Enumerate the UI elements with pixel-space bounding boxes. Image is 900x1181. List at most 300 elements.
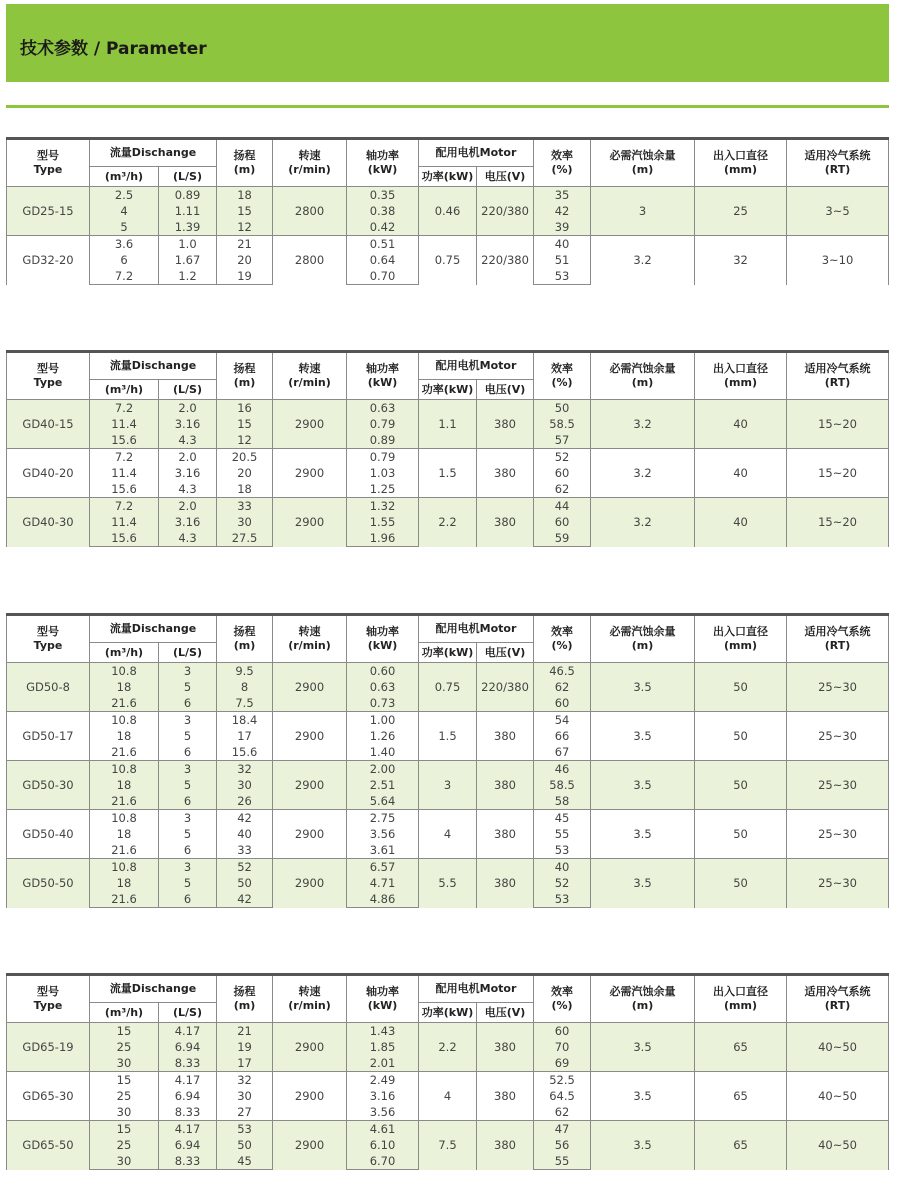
shaft-power-cell: 0.42 (347, 219, 419, 236)
shaft-power-cell: 4.71 (347, 875, 419, 891)
head-cell: 20 (217, 252, 273, 268)
voltage-cell: 380 (477, 498, 534, 547)
col-shaft-power (347, 139, 419, 187)
shaft-power-cell: 0.35 (347, 187, 419, 204)
model-cell: GD40-15 (7, 400, 90, 449)
flow-ls-cell: 6 (159, 842, 217, 859)
flow-m3h-cell: 18 (90, 826, 159, 842)
col-type (7, 352, 90, 400)
col-shaft-power-label: 轴功率 (366, 362, 400, 375)
col-motor (419, 139, 534, 167)
col-flow-ls (159, 380, 217, 400)
col-diameter (695, 139, 787, 187)
cooling-cell: 15~20 (787, 449, 889, 498)
shaft-power-cell: 1.00 (347, 712, 419, 729)
efficiency-cell: 67 (534, 744, 591, 761)
col-flow-m3h-label: (m³/h) (104, 1005, 144, 1019)
col-cooling-label: 适用冷气系统 (804, 362, 871, 375)
efficiency-cell: 69 (534, 1055, 591, 1072)
table-row (7, 1072, 889, 1089)
voltage-cell: 380 (477, 400, 534, 449)
col-voltage (477, 167, 534, 187)
col-head-label: (m) (233, 163, 256, 176)
head-cell: 27 (217, 1104, 273, 1121)
col-flow-ls-label: (L/S) (173, 382, 203, 396)
efficiency-cell: 40 (534, 859, 591, 876)
col-npsh-label: 必需汽蚀余量 (609, 362, 676, 375)
flow-m3h-cell: 21.6 (90, 891, 159, 908)
shaft-power-cell: 0.79 (347, 449, 419, 466)
flow-m3h-cell: 11.4 (90, 514, 159, 530)
col-npsh-label: (m) (631, 639, 654, 652)
voltage-cell: 220/380 (477, 236, 534, 285)
flow-m3h-cell: 10.8 (90, 810, 159, 827)
flow-m3h-cell: 18 (90, 875, 159, 891)
col-shaft-power-label: (kW) (367, 163, 398, 176)
voltage-cell: 380 (477, 1121, 534, 1170)
cooling-cell: 15~20 (787, 400, 889, 449)
head-cell: 7.5 (217, 695, 273, 712)
col-flow-ls (159, 643, 217, 663)
col-cooling-label: (RT) (824, 999, 851, 1012)
head-cell: 18 (217, 187, 273, 204)
col-head-label: 扬程 (233, 985, 256, 998)
flow-m3h-cell: 7.2 (90, 449, 159, 466)
flow-m3h-cell: 7.2 (90, 400, 159, 417)
col-speed-label: (r/min) (288, 376, 331, 389)
col-shaft-power-label: (kW) (367, 999, 398, 1012)
flow-ls-cell: 5 (159, 875, 217, 891)
flow-m3h-cell: 21.6 (90, 744, 159, 761)
efficiency-cell: 56 (534, 1137, 591, 1153)
efficiency-cell: 60 (534, 1023, 591, 1040)
col-motor-label: 配用电机Motor (435, 982, 517, 995)
col-diameter-label: (mm) (724, 639, 757, 652)
table-row (7, 187, 889, 204)
flow-m3h-cell: 5 (90, 219, 159, 236)
head-cell: 16 (217, 400, 273, 417)
shaft-power-cell: 1.85 (347, 1039, 419, 1055)
col-cooling (787, 615, 889, 663)
head-cell: 15 (217, 416, 273, 432)
flow-ls-cell: 1.67 (159, 252, 217, 268)
col-shaft-power (347, 975, 419, 1023)
flow-ls-cell: 5 (159, 826, 217, 842)
col-power-label: 功率(kW) (421, 1005, 474, 1019)
cooling-cell: 40~50 (787, 1072, 889, 1121)
flow-ls-cell: 1.0 (159, 236, 217, 253)
col-discharge-label: 流量Dischange (109, 146, 197, 159)
col-cooling-label: (RT) (824, 639, 851, 652)
shaft-power-cell: 4.86 (347, 891, 419, 908)
col-shaft-power-label: 轴功率 (366, 149, 400, 162)
npsh-cell: 3.5 (591, 1121, 695, 1170)
flow-m3h-cell: 25 (90, 1039, 159, 1055)
voltage-cell: 220/380 (477, 187, 534, 236)
head-cell: 40 (217, 826, 273, 842)
flow-ls-cell: 3 (159, 712, 217, 729)
voltage-cell: 380 (477, 712, 534, 761)
head-cell: 30 (217, 514, 273, 530)
speed-cell: 2800 (273, 236, 347, 285)
col-npsh (591, 139, 695, 187)
flow-m3h-cell: 10.8 (90, 663, 159, 680)
flow-ls-cell: 5 (159, 679, 217, 695)
flow-ls-cell: 3 (159, 761, 217, 778)
flow-m3h-cell: 30 (90, 1153, 159, 1170)
col-discharge (90, 975, 217, 1003)
npsh-cell: 3.5 (591, 663, 695, 712)
efficiency-cell: 60 (534, 465, 591, 481)
col-diameter-label: 出入口直径 (713, 625, 769, 638)
flow-ls-cell: 4.3 (159, 481, 217, 498)
efficiency-cell: 42 (534, 203, 591, 219)
motor-power-cell: 1.5 (419, 712, 477, 761)
shaft-power-cell: 2.49 (347, 1072, 419, 1089)
flow-ls-cell: 3 (159, 859, 217, 876)
head-cell: 17 (217, 1055, 273, 1072)
head-cell: 32 (217, 1072, 273, 1089)
flow-m3h-cell: 15 (90, 1121, 159, 1138)
shaft-power-cell: 4.61 (347, 1121, 419, 1138)
diameter-cell: 50 (695, 859, 787, 908)
diameter-cell: 40 (695, 449, 787, 498)
col-power (419, 1003, 477, 1023)
col-head (217, 615, 273, 663)
col-head-label: 扬程 (233, 149, 256, 162)
speed-cell: 2900 (273, 1023, 347, 1072)
efficiency-cell: 50 (534, 400, 591, 417)
head-cell: 27.5 (217, 530, 273, 547)
flow-ls-cell: 6.94 (159, 1137, 217, 1153)
efficiency-cell: 64.5 (534, 1088, 591, 1104)
head-cell: 50 (217, 1137, 273, 1153)
speed-cell: 2900 (273, 498, 347, 547)
col-efficiency (534, 139, 591, 187)
table-row (7, 859, 889, 876)
head-cell: 42 (217, 810, 273, 827)
efficiency-cell: 58 (534, 793, 591, 810)
shaft-power-cell: 5.64 (347, 793, 419, 810)
col-head (217, 139, 273, 187)
table-row (7, 810, 889, 827)
col-voltage-label: 电压(V) (484, 382, 526, 396)
flow-m3h-cell: 30 (90, 1104, 159, 1121)
voltage-cell: 220/380 (477, 663, 534, 712)
col-motor-label: 配用电机Motor (435, 622, 517, 635)
col-diameter-label: (mm) (724, 376, 757, 389)
col-efficiency-label: 效率 (551, 149, 574, 162)
shaft-power-cell: 0.38 (347, 203, 419, 219)
col-flow-ls (159, 1003, 217, 1023)
flow-m3h-cell: 11.4 (90, 465, 159, 481)
col-motor-label: 配用电机Motor (435, 359, 517, 372)
col-speed-label: (r/min) (288, 639, 331, 652)
head-cell: 18 (217, 481, 273, 498)
col-speed (273, 139, 347, 187)
col-shaft-power-label: (kW) (367, 639, 398, 652)
model-cell: GD50-40 (7, 810, 90, 859)
flow-m3h-cell: 3.6 (90, 236, 159, 253)
cooling-cell: 15~20 (787, 498, 889, 547)
col-shaft-power-label: (kW) (367, 376, 398, 389)
shaft-power-cell: 1.25 (347, 481, 419, 498)
efficiency-cell: 62 (534, 679, 591, 695)
flow-m3h-cell: 7.2 (90, 268, 159, 285)
npsh-cell: 3.5 (591, 761, 695, 810)
efficiency-cell: 60 (534, 695, 591, 712)
col-efficiency-label: (%) (551, 163, 573, 176)
model-cell: GD65-30 (7, 1072, 90, 1121)
flow-ls-cell: 3.16 (159, 514, 217, 530)
flow-m3h-cell: 15 (90, 1023, 159, 1040)
col-discharge (90, 139, 217, 167)
speed-cell: 2900 (273, 810, 347, 859)
col-type-label: 型号 (37, 985, 59, 998)
col-diameter (695, 352, 787, 400)
table-row (7, 1023, 889, 1040)
head-cell: 21 (217, 1023, 273, 1040)
col-speed-label: 转速 (298, 625, 321, 638)
efficiency-cell: 52.5 (534, 1072, 591, 1089)
shaft-power-cell: 6.57 (347, 859, 419, 876)
col-diameter (695, 975, 787, 1023)
shaft-power-cell: 2.00 (347, 761, 419, 778)
shaft-power-cell: 1.40 (347, 744, 419, 761)
flow-ls-cell: 3 (159, 663, 217, 680)
model-cell: GD40-30 (7, 498, 90, 547)
flow-ls-cell: 4.3 (159, 530, 217, 547)
motor-power-cell: 3 (419, 761, 477, 810)
col-shaft-power-label: 轴功率 (366, 625, 400, 638)
col-type-label: Type (33, 163, 63, 176)
col-head-label: 扬程 (233, 625, 256, 638)
col-npsh-label: (m) (631, 163, 654, 176)
table-row (7, 236, 889, 253)
efficiency-cell: 57 (534, 432, 591, 449)
page-title: 技术参数 / Parameter (20, 39, 207, 59)
col-npsh-label: 必需汽蚀余量 (609, 149, 676, 162)
col-efficiency (534, 352, 591, 400)
efficiency-cell: 66 (534, 728, 591, 744)
cooling-cell: 25~30 (787, 859, 889, 908)
col-head-label: (m) (233, 376, 256, 389)
col-speed (273, 615, 347, 663)
col-cooling (787, 975, 889, 1023)
speed-cell: 2900 (273, 761, 347, 810)
shaft-power-cell: 0.79 (347, 416, 419, 432)
npsh-cell: 3 (591, 187, 695, 236)
flow-m3h-cell: 2.5 (90, 187, 159, 204)
diameter-cell: 65 (695, 1023, 787, 1072)
diameter-cell: 25 (695, 187, 787, 236)
flow-ls-cell: 5 (159, 777, 217, 793)
shaft-power-cell: 6.70 (347, 1153, 419, 1170)
col-npsh (591, 352, 695, 400)
shaft-power-cell: 1.43 (347, 1023, 419, 1040)
npsh-cell: 3.5 (591, 1023, 695, 1072)
col-type-label: 型号 (37, 625, 59, 638)
flow-ls-cell: 1.2 (159, 268, 217, 285)
speed-cell: 2800 (273, 187, 347, 236)
cooling-cell: 25~30 (787, 810, 889, 859)
voltage-cell: 380 (477, 810, 534, 859)
flow-m3h-cell: 10.8 (90, 761, 159, 778)
npsh-cell: 3.5 (591, 712, 695, 761)
col-speed-label: (r/min) (288, 999, 331, 1012)
flow-m3h-cell: 11.4 (90, 416, 159, 432)
col-flow-ls-label: (L/S) (173, 1005, 203, 1019)
speed-cell: 2900 (273, 1072, 347, 1121)
shaft-power-cell: 1.32 (347, 498, 419, 515)
motor-power-cell: 5.5 (419, 859, 477, 908)
efficiency-cell: 62 (534, 481, 591, 498)
shaft-power-cell: 2.01 (347, 1055, 419, 1072)
col-discharge (90, 352, 217, 380)
table-row (7, 449, 889, 466)
flow-ls-cell: 2.0 (159, 498, 217, 515)
head-cell: 52 (217, 859, 273, 876)
col-diameter-label: (mm) (724, 999, 757, 1012)
flow-ls-cell: 3.16 (159, 465, 217, 481)
spec-table (6, 137, 889, 285)
col-voltage (477, 1003, 534, 1023)
cooling-cell: 25~30 (787, 663, 889, 712)
efficiency-cell: 53 (534, 268, 591, 285)
efficiency-cell: 70 (534, 1039, 591, 1055)
col-voltage (477, 643, 534, 663)
spec-table (6, 350, 889, 547)
motor-power-cell: 0.75 (419, 236, 477, 285)
col-shaft-power (347, 615, 419, 663)
col-cooling (787, 139, 889, 187)
header-row (7, 352, 889, 380)
flow-ls-cell: 0.89 (159, 187, 217, 204)
flow-m3h-cell: 30 (90, 1055, 159, 1072)
col-npsh-label: (m) (631, 376, 654, 389)
table-row (7, 712, 889, 729)
col-efficiency-label: 效率 (551, 362, 574, 375)
col-motor (419, 975, 534, 1003)
diameter-cell: 50 (695, 761, 787, 810)
head-cell: 9.5 (217, 663, 273, 680)
head-cell: 20 (217, 465, 273, 481)
flow-m3h-cell: 25 (90, 1088, 159, 1104)
head-cell: 17 (217, 728, 273, 744)
shaft-power-cell: 3.61 (347, 842, 419, 859)
cooling-cell: 40~50 (787, 1023, 889, 1072)
col-power-label: 功率(kW) (421, 169, 474, 183)
flow-ls-cell: 1.11 (159, 203, 217, 219)
shaft-power-cell: 0.73 (347, 695, 419, 712)
divider (6, 105, 889, 108)
motor-power-cell: 4 (419, 810, 477, 859)
col-efficiency-label: (%) (551, 999, 573, 1012)
col-speed (273, 352, 347, 400)
shaft-power-cell: 6.10 (347, 1137, 419, 1153)
model-cell: GD50-8 (7, 663, 90, 712)
col-type-label: Type (33, 999, 63, 1012)
col-flow-m3h-label: (m³/h) (104, 382, 144, 396)
flow-m3h-cell: 10.8 (90, 859, 159, 876)
head-cell: 33 (217, 842, 273, 859)
col-efficiency-label: (%) (551, 639, 573, 652)
col-shaft-power-label: 轴功率 (366, 985, 400, 998)
diameter-cell: 40 (695, 498, 787, 547)
head-cell: 33 (217, 498, 273, 515)
npsh-cell: 3.2 (591, 449, 695, 498)
head-cell: 30 (217, 1088, 273, 1104)
npsh-cell: 3.2 (591, 400, 695, 449)
efficiency-cell: 55 (534, 1153, 591, 1170)
diameter-cell: 50 (695, 712, 787, 761)
head-cell: 19 (217, 268, 273, 285)
voltage-cell: 380 (477, 859, 534, 908)
efficiency-cell: 53 (534, 842, 591, 859)
efficiency-cell: 54 (534, 712, 591, 729)
col-type-label: Type (33, 639, 63, 652)
col-power (419, 380, 477, 400)
voltage-cell: 380 (477, 761, 534, 810)
efficiency-cell: 40 (534, 236, 591, 253)
header-row (7, 975, 889, 1003)
speed-cell: 2900 (273, 859, 347, 908)
efficiency-cell: 45 (534, 810, 591, 827)
col-cooling (787, 352, 889, 400)
col-power (419, 167, 477, 187)
flow-m3h-cell: 18 (90, 679, 159, 695)
shaft-power-cell: 0.64 (347, 252, 419, 268)
col-diameter-label: 出入口直径 (713, 985, 769, 998)
flow-ls-cell: 6 (159, 744, 217, 761)
flow-ls-cell: 3.16 (159, 416, 217, 432)
col-discharge-label: 流量Dischange (109, 622, 197, 635)
col-type-label: 型号 (37, 149, 59, 162)
col-power-label: 功率(kW) (421, 382, 474, 396)
flow-ls-cell: 4.17 (159, 1121, 217, 1138)
speed-cell: 2900 (273, 449, 347, 498)
table-row (7, 1121, 889, 1138)
head-cell: 20.5 (217, 449, 273, 466)
cooling-cell: 25~30 (787, 761, 889, 810)
col-motor (419, 352, 534, 380)
col-diameter-label: 出入口直径 (713, 362, 769, 375)
motor-power-cell: 4 (419, 1072, 477, 1121)
efficiency-cell: 58.5 (534, 777, 591, 793)
head-cell: 18.4 (217, 712, 273, 729)
npsh-cell: 3.2 (591, 236, 695, 285)
flow-ls-cell: 6 (159, 695, 217, 712)
shaft-power-cell: 2.75 (347, 810, 419, 827)
col-voltage (477, 380, 534, 400)
col-motor-label: 配用电机Motor (435, 146, 517, 159)
flow-m3h-cell: 21.6 (90, 842, 159, 859)
col-flow-m3h (90, 643, 159, 663)
head-cell: 45 (217, 1153, 273, 1170)
model-cell: GD65-19 (7, 1023, 90, 1072)
npsh-cell: 3.2 (591, 498, 695, 547)
shaft-power-cell: 0.63 (347, 400, 419, 417)
header-row (7, 139, 889, 167)
head-cell: 21 (217, 236, 273, 253)
flow-ls-cell: 6 (159, 891, 217, 908)
col-flow-m3h (90, 380, 159, 400)
motor-power-cell: 0.46 (419, 187, 477, 236)
flow-ls-cell: 3 (159, 810, 217, 827)
col-discharge-label: 流量Dischange (109, 982, 197, 995)
head-cell: 15 (217, 203, 273, 219)
col-efficiency-label: (%) (551, 376, 573, 389)
